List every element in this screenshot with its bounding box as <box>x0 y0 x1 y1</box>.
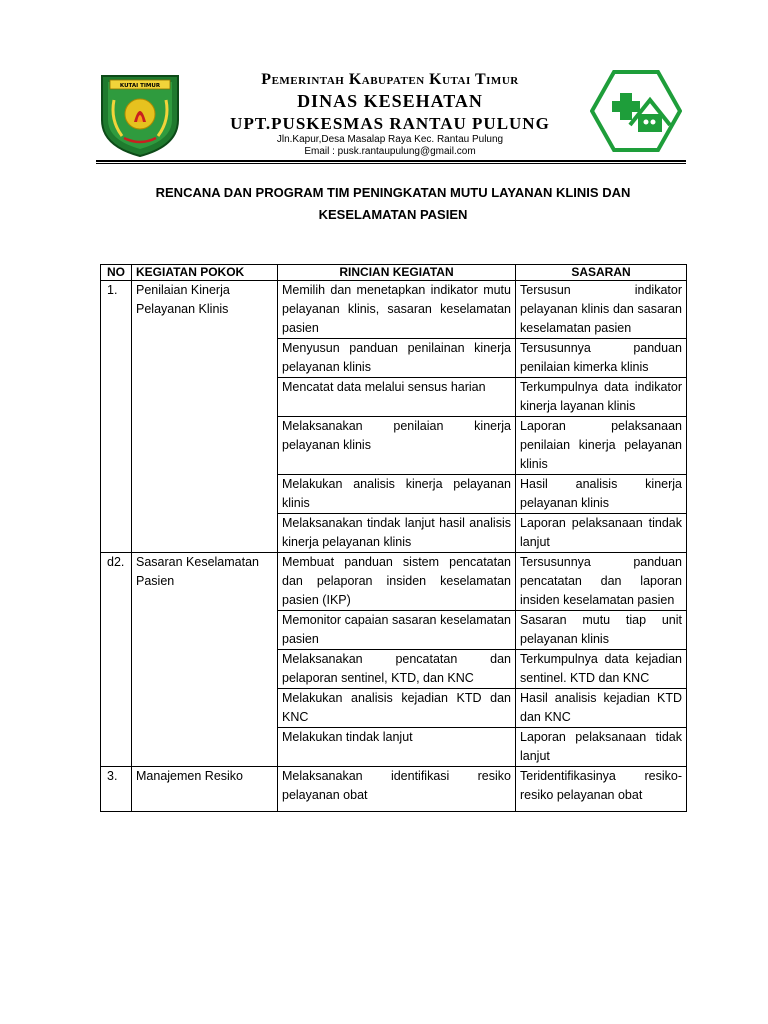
row-rincian: Melaksanakan tindak lanjut hasil analisis kinerja pelayanan klinis <box>278 514 516 553</box>
row-sasaran: Tersusunnya panduan penilaian kimerka klinis <box>516 339 687 378</box>
row-rincian: Melaksanakan pencatatan dan pelaporan sentinel, KTD, dan KNC <box>278 650 516 689</box>
table-header-row <box>101 265 687 281</box>
row-no: 1. <box>101 281 132 553</box>
row-no: d2. <box>101 553 132 767</box>
email-text: Email : pusk.rantaupulung@gmail.com <box>304 146 476 157</box>
row-rincian: Membuat panduan sistem pencatatan dan pelaporan insiden keselamatan pasien (IKP) <box>278 553 516 611</box>
letterhead <box>0 0 768 170</box>
row-sasaran: Hasil analisis kinerja pelayanan klinis <box>516 475 687 514</box>
table-row <box>101 281 687 339</box>
row-sasaran: Terkumpulnya data indikator kinerja layanan klinis <box>516 378 687 417</box>
row-rincian: Mencatat data melalui sensus harian <box>278 378 516 417</box>
row-sasaran: Laporan pelaksanaan tidak lanjut <box>516 728 687 767</box>
header-rule-thick <box>96 160 686 162</box>
row-rincian: Melaksanakan identifikasi resiko pelayanan obat <box>278 767 516 812</box>
header-sasaran: SASARAN <box>516 265 687 281</box>
row-rincian: Memilih dan menetapkan indikator mutu pelayanan klinis, sasaran keselamatan pasien <box>278 281 516 339</box>
header-rincian-kegiatan: RINCIAN KEGIATAN <box>278 265 516 281</box>
puskesmas-logo-icon <box>590 70 682 152</box>
row-sasaran: Terkumpulnya data kejadian sentinel. KTD dan KNC <box>516 650 687 689</box>
document-title <box>100 182 686 226</box>
document-title-line-2: KESELAMATAN PASIEN <box>318 207 468 222</box>
row-rincian: Menyusun panduan penilainan kinerja pelayanan klinis <box>278 339 516 378</box>
organization-name <box>190 70 590 136</box>
row-sasaran: Laporan pelaksanaan tindak lanjut <box>516 514 687 553</box>
document-title-line-1: RENCANA DAN PROGRAM TIM PENINGKATAN MUTU LAYANAN KLINIS DAN <box>155 185 631 200</box>
department-name: DINAS KESEHATAN <box>297 91 483 111</box>
government-name: Pemerintah Kabupaten Kutai Timur <box>261 71 519 88</box>
row-no: 3. <box>101 767 132 812</box>
row-sasaran: Sasaran mutu tiap unit pelayanan klinis <box>516 611 687 650</box>
row-kegiatan-pokok: Sasaran Keselamatan Pasien <box>132 553 278 767</box>
row-kegiatan-pokok: Penilaian Kinerja Pelayanan Klinis <box>132 281 278 553</box>
unit-name: UPT.PUSKESMAS RANTAU PULUNG <box>230 114 550 133</box>
program-table <box>100 264 687 812</box>
row-rincian: Memonitor capaian sasaran keselamatan pasien <box>278 611 516 650</box>
kutai-timur-emblem-icon <box>96 70 184 158</box>
table-row <box>101 767 687 812</box>
table-row <box>101 553 687 611</box>
row-kegiatan-pokok: Manajemen Resiko <box>132 767 278 812</box>
row-rincian: Melakukan analisis kinerja pelayanan klinis <box>278 475 516 514</box>
row-sasaran: Tersusunnya panduan pencatatan dan laporan insiden keselamatan pasien <box>516 553 687 611</box>
row-rincian: Melakukan tindak lanjut <box>278 728 516 767</box>
header-rule-thin <box>96 163 686 164</box>
row-sasaran: Laporan pelaksanaan penilaian kinerja pelayanan klinis <box>516 417 687 475</box>
row-sasaran: Tersusun indikator pelayanan klinis dan sasaran keselamatan pasien <box>516 281 687 339</box>
row-sasaran: Teridentifikasinya resiko-resiko pelayanan obat <box>516 767 687 812</box>
row-sasaran: Hasil analisis kejadian KTD dan KNC <box>516 689 687 728</box>
header-no: NO <box>101 265 132 281</box>
emblem-ribbon-text: KUTAI TIMUR <box>119 83 161 89</box>
row-rincian: Melakukan analisis kejadian KTD dan KNC <box>278 689 516 728</box>
row-rincian: Melaksanakan penilaian kinerja pelayanan klinis <box>278 417 516 475</box>
header-kegiatan-pokok: KEGIATAN POKOK <box>132 265 278 281</box>
address-block <box>190 134 590 158</box>
address-text: Jln.Kapur,Desa Masalap Raya Kec. Rantau Pulung <box>276 134 504 145</box>
